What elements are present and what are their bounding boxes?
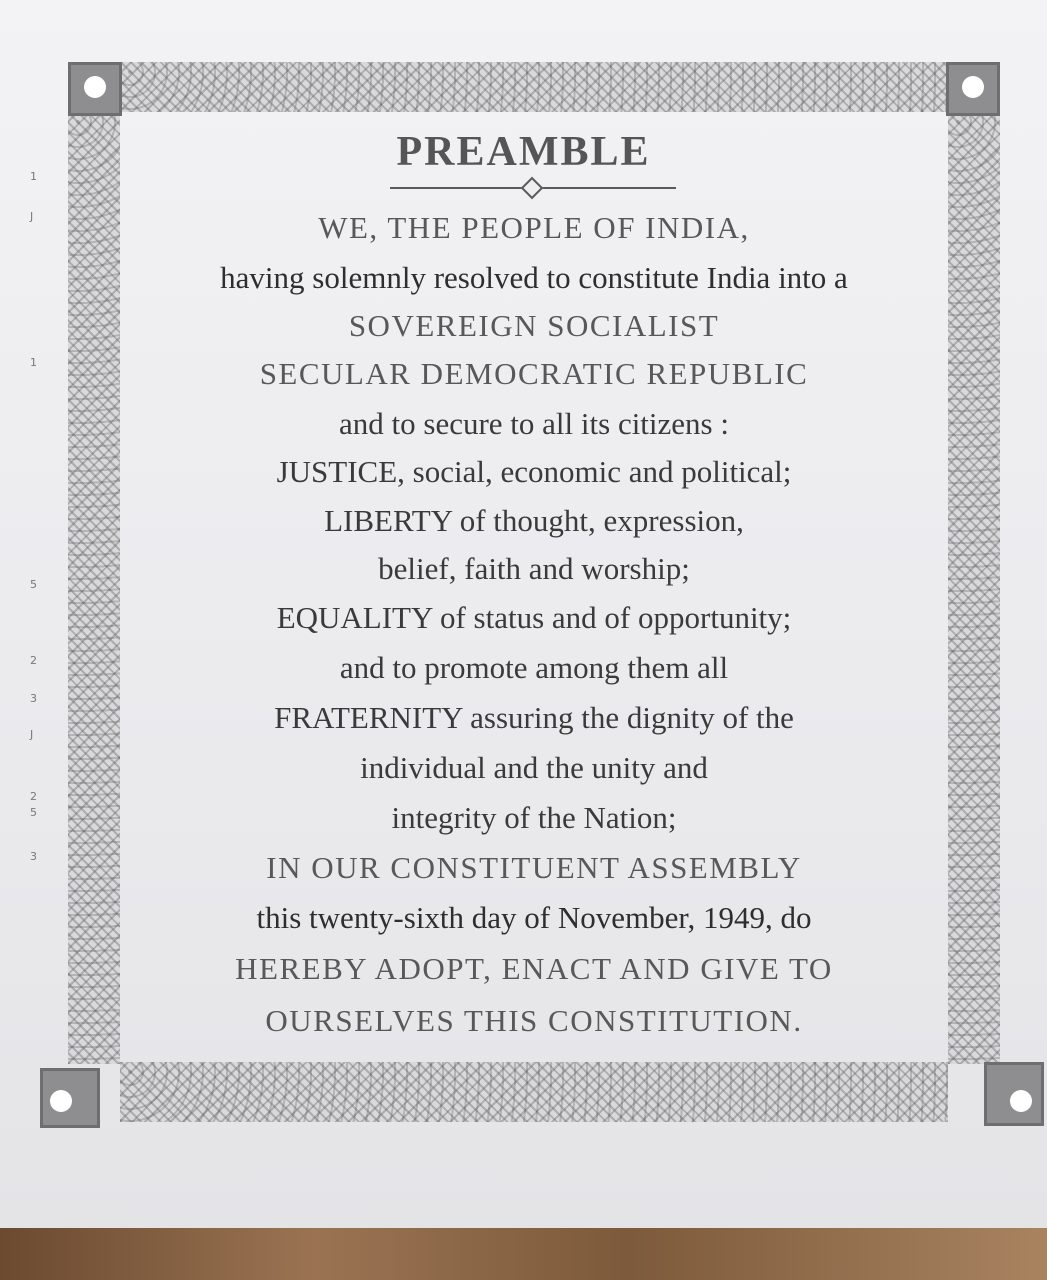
- preamble-line: this twenty-sixth day of November, 1949, do: [256, 900, 812, 935]
- preamble-line: FRATERNITY assuring the dignity of the: [274, 700, 794, 735]
- preamble-line: OURSELVES THIS CONSTITUTION.: [265, 1003, 803, 1038]
- preamble-line: EQUALITY of status and of opportunity;: [276, 600, 792, 635]
- margin-mark: 3: [30, 850, 37, 863]
- ornamental-border-right: [948, 112, 1000, 1064]
- preamble-line: IN OUR CONSTITUENT ASSEMBLY: [266, 850, 802, 885]
- margin-mark: J: [30, 210, 34, 223]
- preamble-line: individual and the unity and: [360, 750, 708, 785]
- ornamental-border-left: [68, 112, 120, 1064]
- corner-ornament-top-left: [68, 62, 122, 116]
- wooden-table-edge: [0, 1228, 1047, 1280]
- margin-mark: 1: [30, 170, 37, 183]
- corner-ornament-bottom-left: [40, 1068, 100, 1128]
- preamble-line: JUSTICE, social, economic and political;: [276, 454, 792, 489]
- preamble-line: WE, THE PEOPLE OF INDIA,: [318, 210, 750, 245]
- margin-mark: 3: [30, 692, 37, 705]
- margin-mark: 1: [30, 356, 37, 369]
- margin-mark: J: [30, 728, 34, 741]
- margin-mark: 2: [30, 654, 37, 667]
- ornamental-border-top: [120, 62, 948, 112]
- corner-ornament-bottom-right: [984, 1062, 1044, 1126]
- preamble-line: and to secure to all its citizens :: [339, 406, 729, 441]
- page-title: PREAMBLE: [396, 129, 651, 175]
- preamble-line: belief, faith and worship;: [378, 551, 690, 586]
- preamble-line: HEREBY ADOPT, ENACT AND GIVE TO: [235, 951, 833, 986]
- preamble-line: integrity of the Nation;: [391, 800, 677, 835]
- preamble-line: and to promote among them all: [339, 650, 729, 685]
- margin-mark: 5: [30, 578, 37, 591]
- margin-mark: 2: [30, 790, 37, 803]
- preamble-line: SOVEREIGN SOCIALIST: [348, 308, 720, 343]
- preamble-line: LIBERTY of thought, expression,: [324, 503, 744, 538]
- margin-mark: 5: [30, 806, 37, 819]
- preamble-line: SECULAR DEMOCRATIC REPUBLIC: [259, 356, 809, 391]
- corner-ornament-top-right: [946, 62, 1000, 116]
- preamble-line: having solemnly resolved to constitute India into a: [220, 260, 848, 295]
- ornamental-border-bottom: [120, 1062, 948, 1122]
